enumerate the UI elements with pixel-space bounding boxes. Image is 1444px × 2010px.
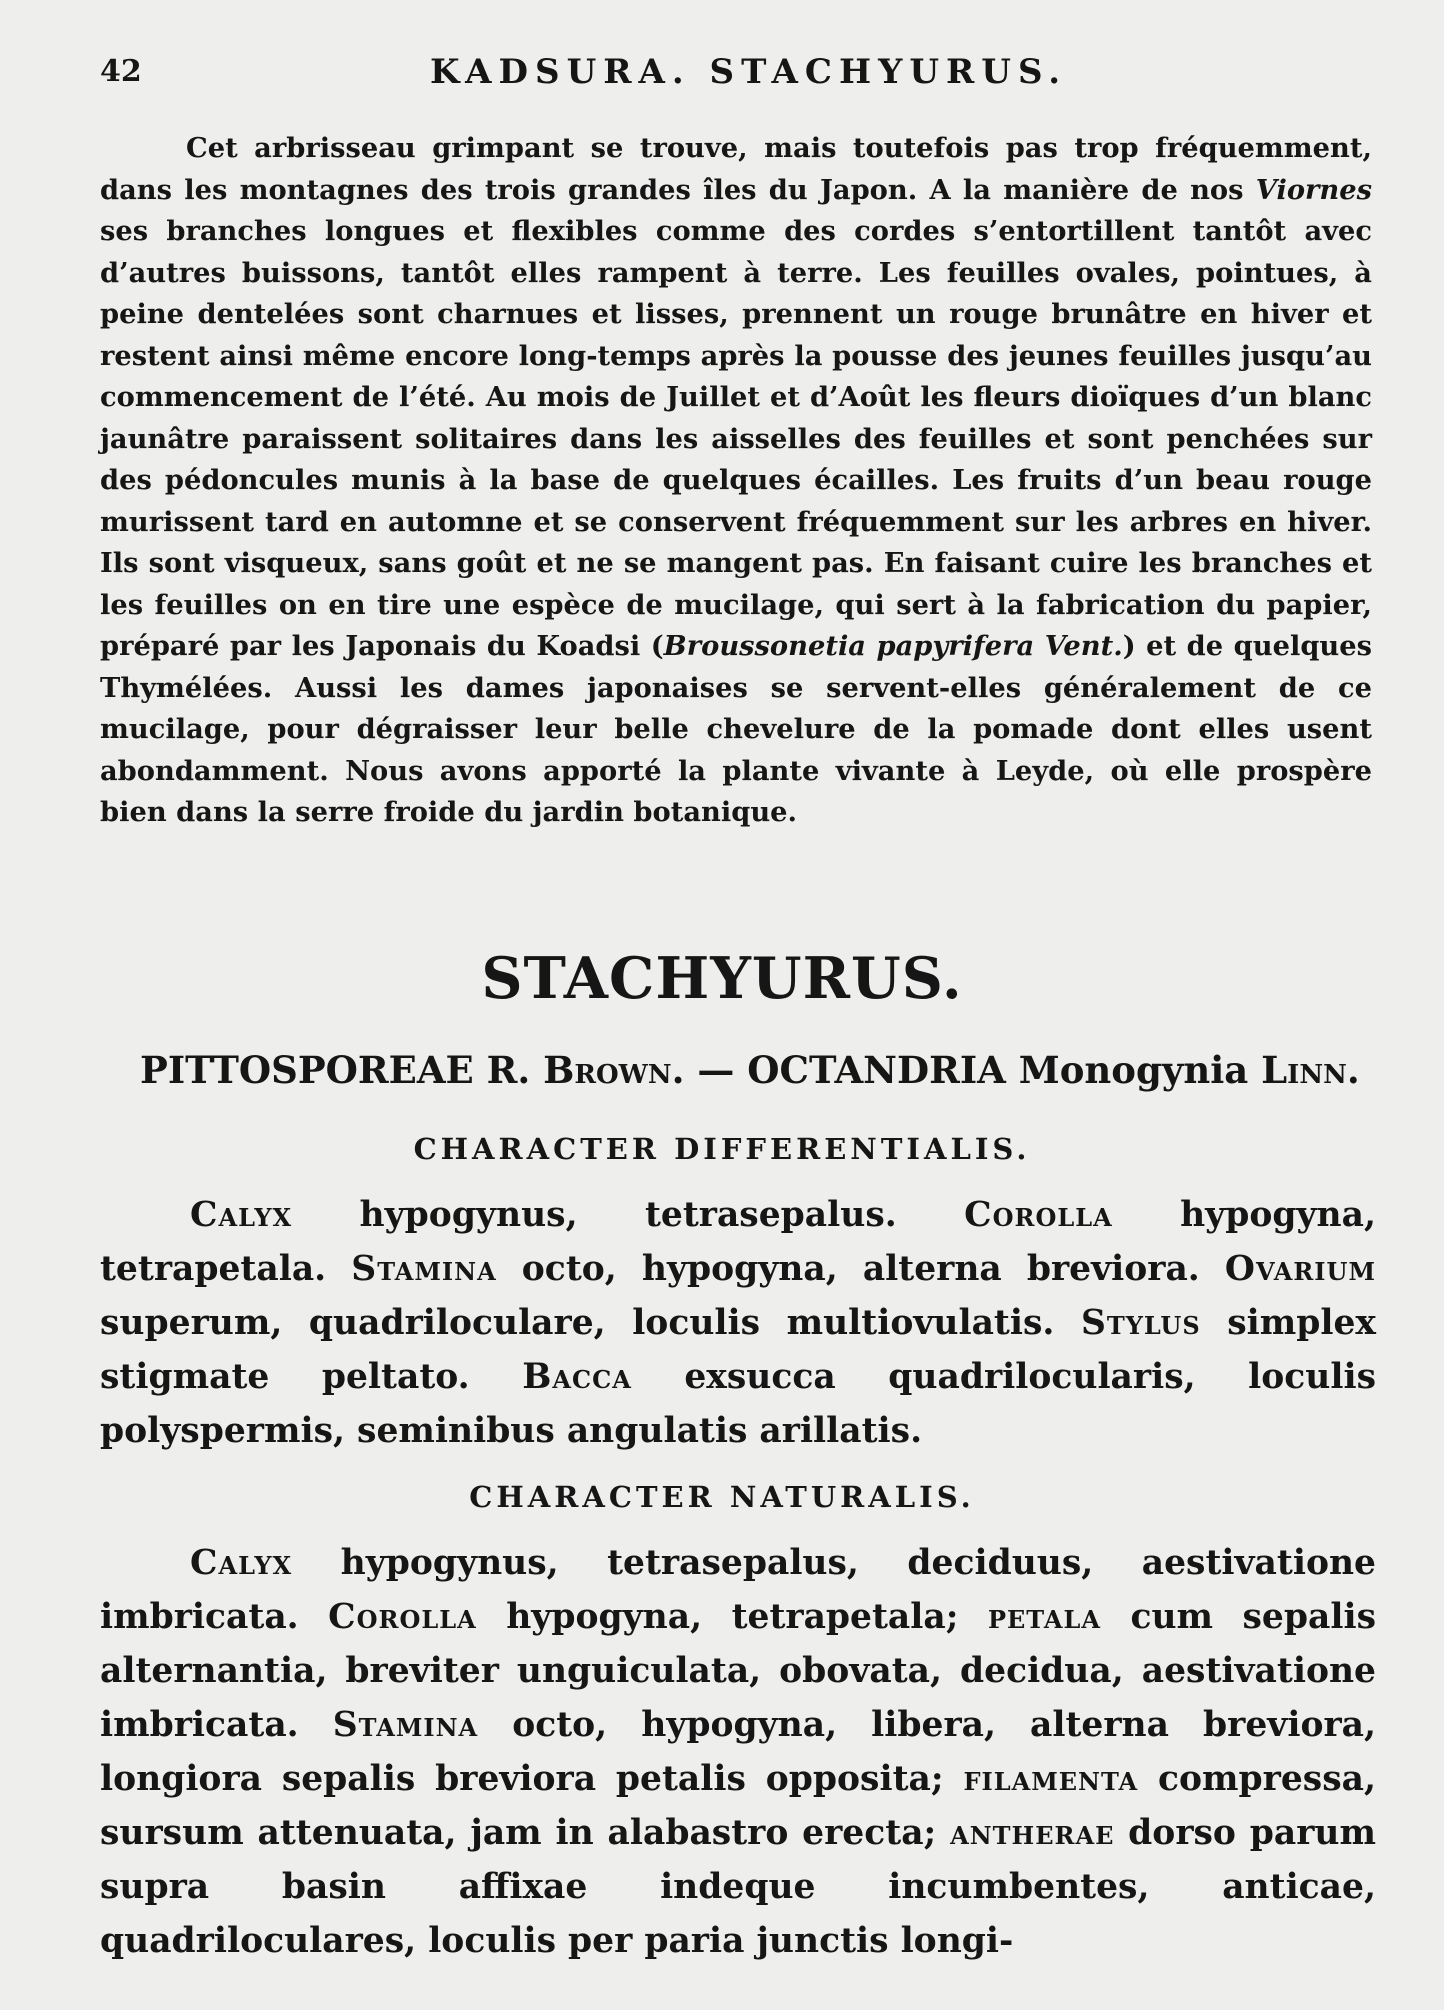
differentialis-paragraph [100,1188,1376,1458]
text-run: exsucca quadrilocularis, loculis polyspermis, seminibus angulatis arillatis. [100,1357,1376,1451]
calyx-term: Calyx [190,1195,293,1235]
text-run: hypogynus, tetrasepalus, deciduus, aestivatione imbricata. [100,1543,1376,1637]
classification-end: . [1346,1048,1360,1092]
text-run: cum sepalis alternantia, breviter unguiculata, obovata, decidua, aestivatione imbricata. [100,1597,1376,1745]
naturalis-paragraph [100,1536,1376,1968]
species-name: Broussonetia papyrifera Vent. [663,630,1123,662]
naturalis-text [100,1536,1376,1968]
text-run: compressa, sursum attenuata, jam in alabastro erecta; [100,1759,1376,1853]
text-run: simplex stigmate peltato. [100,1303,1376,1397]
stylus-term: Stylus [1080,1303,1201,1343]
classification-separator: . — OCTANDRIA [671,1048,1019,1092]
order-name: Monogynia [1018,1048,1262,1092]
stamina-term: Stamina [351,1249,497,1289]
filamenta-term: filamenta [963,1759,1139,1799]
family-name: PITTOSPOREAE R. [140,1048,544,1092]
text-run: ) et de quelques Thymélées. Aussi les dames japonaises se servent-elles généralement de ce mucilage, pour dégraisser leur belle chevelure de la pomade dont elles usent abondamment. Nous avons apporté la plante vivante à Leyde, où elle prospère bien dans la serre froide du jardin botanique. [100,630,1372,828]
french-description [100,128,1372,834]
italic-term: Viornes [1255,173,1372,206]
calyx-term: Calyx [190,1543,293,1583]
text-run: superum, quadriloculare, loculis multiovulatis. [100,1303,1081,1343]
text-run: hypogynus, tetrasepalus. [292,1195,965,1235]
classification-line [140,1048,1360,1092]
differentialis-heading: CHARACTER DIFFERENTIALIS. [413,1132,1031,1166]
corolla-term: Corolla [328,1597,477,1637]
differentialis-text [100,1188,1376,1458]
text-run: octo, hypogyna, alterna breviora. [496,1249,1225,1289]
french-paragraph [100,128,1372,834]
genus-title: STACHYURUS. [481,945,963,1012]
text-run: Cet arbrisseau grimpant se trouve, mais toutefois pas trop fréquemment, dans les montagnes des trois grandes îles du Japon. A la manière de nos [100,132,1372,206]
bacca-term: Bacca [522,1357,632,1397]
page-number: 42 [100,54,142,89]
order-author: Linn [1261,1048,1347,1092]
corolla-term: Corolla [964,1195,1113,1235]
antherae-term: antherae [950,1813,1115,1853]
naturalis-heading: CHARACTER NATURALIS. [469,1480,975,1514]
text-run: ses branches longues et flexibles comme des cordes s’entortillent tantôt avec d’autres buissons, tantôt elles rampent à terre. Les feuilles ovales, pointues, à peine dentelées sont charnues et lisses, prennent un rouge brunâtre en hiver et restent ainsi même encore long-temps après la pousse des jeunes feuilles jusqu’au commencement de l’été. Au mois de Juillet et d’Août les fleurs dioïques d’un blanc jaunâtre paraissent solitaires dans les aisselles des feuilles et sont penchées sur des pédoncules munis à la base de quelques écailles. Les fruits d’un beau rouge murissent tard en automne et se conservent fréquemment sur les arbres en hiver. Ils sont visqueux, sans goût et ne se mangent pas. En faisant cuire les branches et les feuilles on en tire une espèce de mucilage, qui sert à la fabrication du papier, préparé par les Japonais du Koadsi ( [100,215,1372,662]
stamina-term: Stamina [332,1705,479,1745]
text-run: hypogyna, tetrapetala. [100,1195,1376,1289]
text-run: hypogyna, tetrapetala; [476,1597,988,1637]
page-header [100,44,1380,94]
text-run: dorso parum supra basin affixae indeque incumbentes, anticae, quadriloculares, loculis per paria junctis longi- [100,1813,1376,1961]
running-title: KADSURA. STACHYURUS. [430,52,1068,92]
petala-term: petala [987,1597,1101,1637]
ovarium-term: Ovarium [1224,1249,1377,1289]
text-run: octo, hypogyna, libera, alterna breviora, longiora sepalis breviora petalis opposita; [100,1705,1376,1799]
family-author: Brown [543,1048,672,1092]
